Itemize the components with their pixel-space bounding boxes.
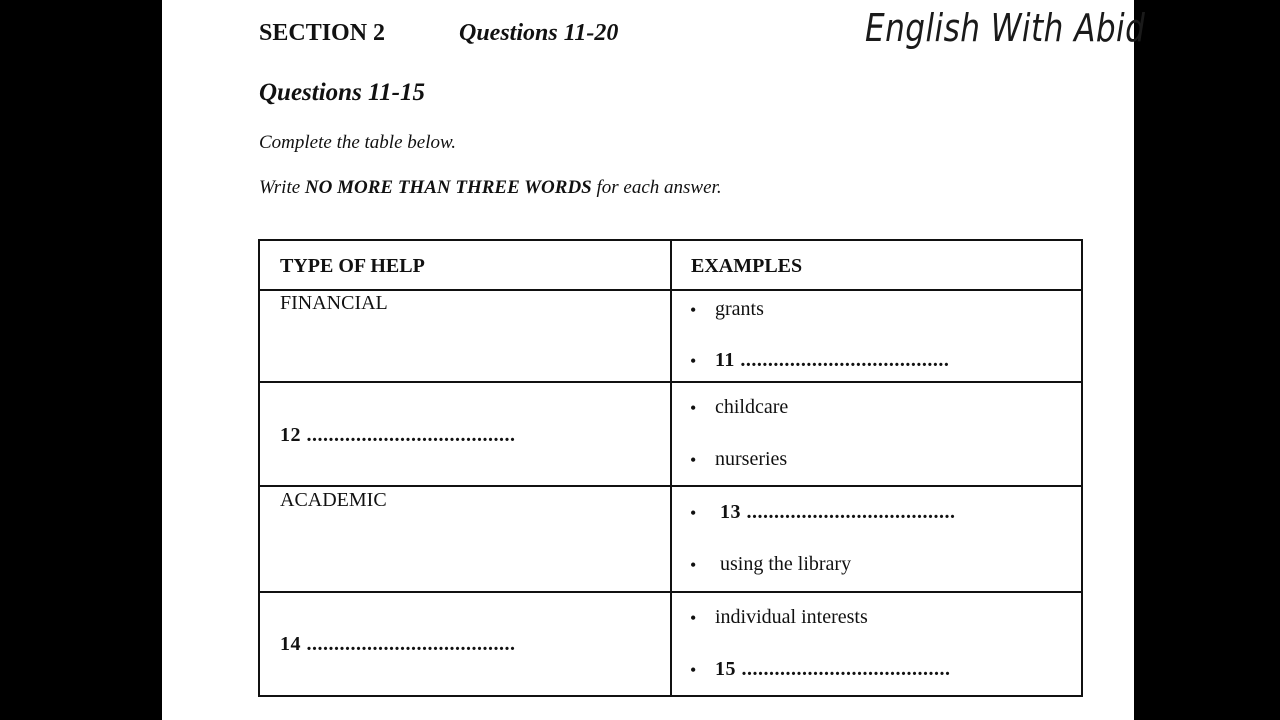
row-divider — [260, 381, 1081, 383]
bullet-icon: • — [690, 450, 697, 470]
row-divider — [260, 485, 1081, 487]
bullet-icon: • — [690, 503, 697, 523]
answer-blank-13[interactable]: 13 ...................................... — [720, 501, 956, 523]
answer-blank-15[interactable]: 15 ...................................... — [715, 658, 951, 680]
example-item: individual interests — [715, 606, 868, 628]
example-item: using the library — [720, 553, 852, 575]
answer-blank-14[interactable]: 14 ...................................... — [280, 633, 516, 655]
bullet-icon: • — [690, 555, 697, 575]
instruction-emphasis: NO MORE THAN THREE WORDS — [304, 177, 592, 198]
instruction-suffix: for each answer. — [591, 177, 722, 198]
type-cell: ACADEMIC — [280, 489, 387, 511]
column-divider — [670, 241, 672, 695]
row-divider — [260, 289, 1081, 291]
instruction-line-2 — [259, 177, 722, 199]
header-examples: EXAMPLES — [691, 255, 803, 277]
type-cell: FINANCIAL — [280, 292, 388, 314]
bullet-icon: • — [690, 351, 697, 371]
example-item: nurseries — [715, 448, 788, 470]
bullet-icon: • — [690, 398, 697, 418]
answer-blank-11[interactable]: 11 ...................................... — [715, 349, 950, 371]
answer-blank-12[interactable]: 12 ...................................... — [280, 424, 516, 446]
worksheet-page — [162, 0, 1146, 720]
sub-heading: Questions 11-15 — [259, 79, 426, 106]
instruction-prefix: Write — [259, 177, 305, 198]
example-item: childcare — [715, 396, 789, 418]
row-divider — [260, 591, 1081, 593]
bullet-icon: • — [690, 608, 697, 628]
bullet-icon: • — [690, 660, 697, 680]
example-item: grants — [715, 298, 764, 320]
bullet-icon: • — [690, 300, 697, 320]
section-label: SECTION 2 — [259, 20, 386, 46]
questions-range: Questions 11-20 — [459, 20, 619, 46]
instruction-line-1: Complete the table below. — [259, 132, 456, 153]
watermark-logo: English With Abid — [865, 6, 1146, 50]
header-type-of-help: TYPE OF HELP — [280, 255, 425, 277]
answer-table — [258, 239, 1083, 697]
